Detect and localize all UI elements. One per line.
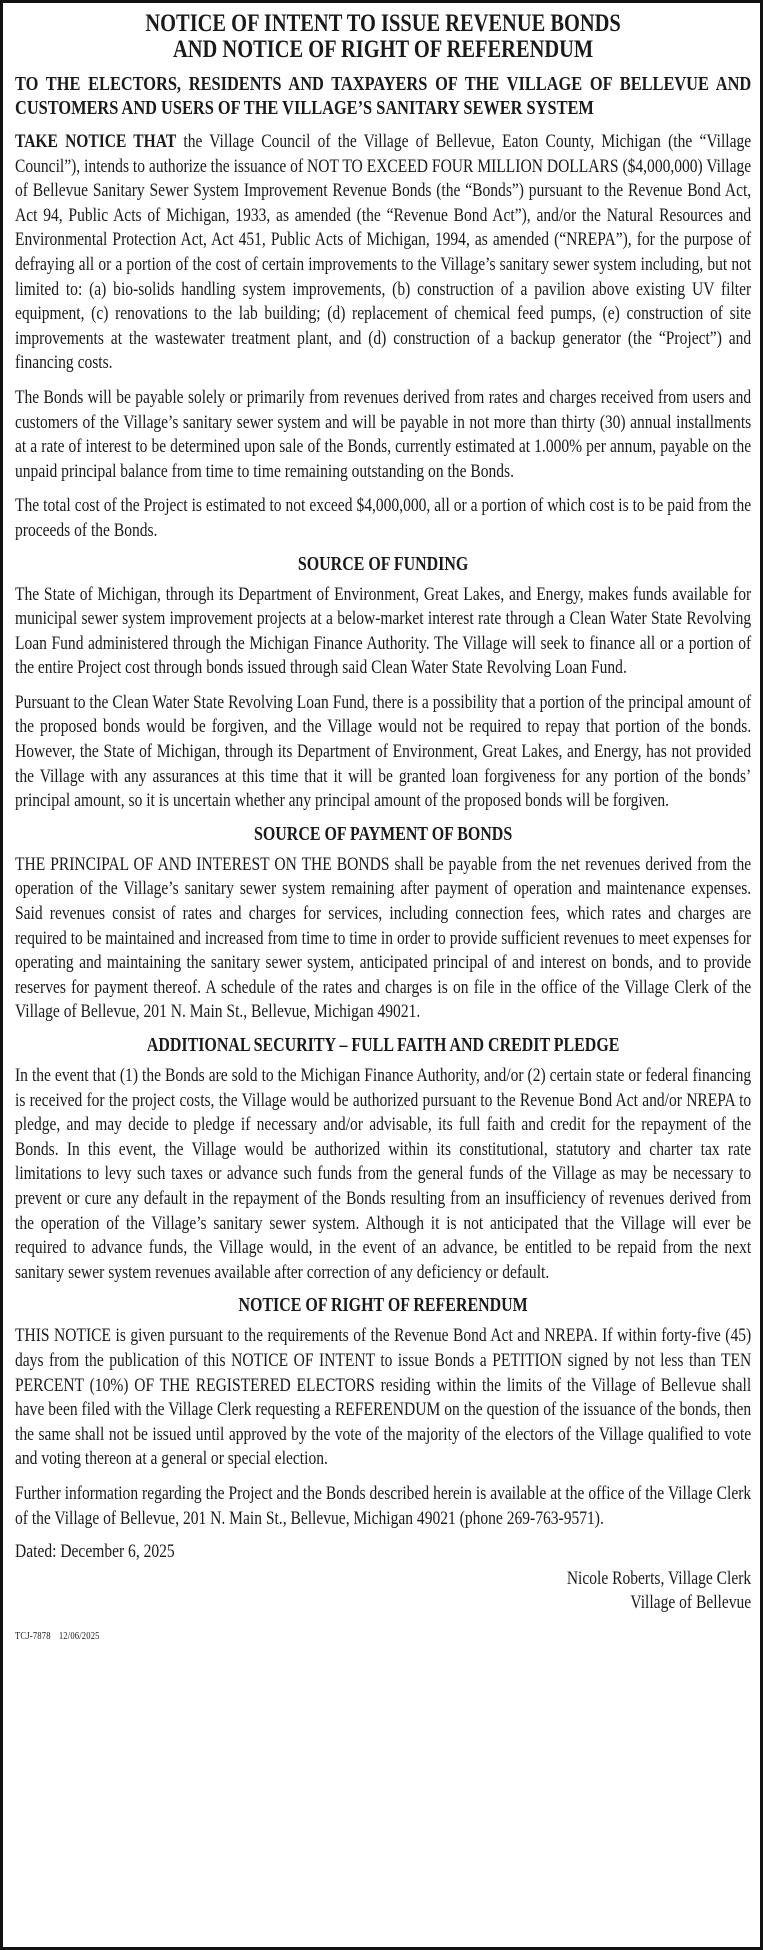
intro-paragraph bbox=[15, 130, 751, 376]
section-heading-referendum: NOTICE OF RIGHT OF REFERENDUM bbox=[238, 1295, 528, 1317]
referendum-paragraph: THIS NOTICE is given pursuant to the requirements of the Revenue Bond Act and NREPA. If within forty-five (45) days from the publication of this NOTICE OF INTENT to issue Bonds a PETITION signed by not less than TEN PERCENT (10%) OF THE REGISTERED ELECTORS residing within the limits of the Village of Bellevue shall have been filed with the Village Clerk requesting a REFERENDUM on the question of the issuance of the bonds, then the same shall not be issued until approved by the vote of the majority of the electors of the Village qualified to vote and voting thereon at a general or special election. bbox=[15, 1325, 752, 1470]
notice-content bbox=[15, 9, 751, 1644]
notice-addressee: TO THE ELECTORS, RESIDENTS AND TAXPAYERS OF THE VILLAGE OF BELLEVUE AND CUSTOMERS AND USERS OF THE VILLAGE’S SANITARY SEWER SYSTEM bbox=[15, 73, 752, 119]
publication-footer bbox=[15, 1630, 751, 1644]
dated-line: Dated: December 6, 2025 bbox=[15, 1541, 175, 1563]
publication-code: TCJ-7878 bbox=[15, 1630, 51, 1642]
signature-name: Nicole Roberts, Village Clerk bbox=[566, 1567, 752, 1589]
signature-block bbox=[15, 1567, 751, 1616]
security-paragraph: In the event that (1) the Bonds are sold to the Michigan Finance Authority, and/or (2) certain state or federal financing is received for the project costs, the Village would be authorized pursuant to the Revenue Bond Act and/or NREPA to pledge, and may decide to pledge if necessary and/or advisable, its full faith and credit for the repayment of the Bonds. In this event, the Village would be authorized within its constitutional, statutory and charter tax rate limitations to levy such taxes or advance such funds from the general funds of the Village as may be necessary to prevent or cure any default in the repayment of the Bonds resulting from an insufficiency of revenues derived from the operation of the Village’s sanitary sewer system. Although it is not anticipated that the Village will ever be required to advance funds, the Village would, in the event of an advance, be entitled to be repaid from the next sanitary sewer system revenues available after correction of any deficiency or default. bbox=[15, 1065, 752, 1283]
payable-paragraph: The Bonds will be payable solely or primarily from revenues derived from rates and charges received from users and customers of the Village’s sanitary sewer system and will be payable in not more than thirty (30) annual installments at a rate of interest to be determined upon sale of the Bonds, currently estimated at 1.000% per annum, payable on the unpaid principal balance from time to time remaining outstanding on the Bonds. bbox=[15, 386, 752, 482]
title-line-2: AND NOTICE OF RIGHT OF REFERENDUM bbox=[173, 36, 594, 63]
section-heading-payment: SOURCE OF PAYMENT OF BONDS bbox=[253, 823, 513, 845]
signature-organization: Village of Bellevue bbox=[630, 1592, 752, 1614]
section-heading-security: ADDITIONAL SECURITY – FULL FAITH AND CREDIT PLEDGE bbox=[146, 1035, 620, 1056]
further-info-paragraph: Further information regarding the Project and the Bonds described herein is available at the office of the Village Clerk of the Village of Bellevue, 201 N. Main St., Bellevue, Michigan 49021 (phone 269-763-9571). bbox=[15, 1482, 752, 1529]
funding-paragraph-2: Pursuant to the Clean Water State Revolving Loan Fund, there is a possibility that a portion of the principal amount of the proposed bonds would be forgiven, and the Village would not be required to repay that portion of the bonds. However, the State of Michigan, through its Department of Environment, Great Lakes, and Energy, has not provided the Village with any assurances at this time that it will be granted loan forgiveness for any portion of the bonds’ principal amount, so it is uncertain whether any principal amount of the proposed bonds will be forgiven. bbox=[15, 691, 752, 812]
notice-title bbox=[15, 11, 751, 63]
title-line-1: NOTICE OF INTENT TO ISSUE REVENUE BONDS bbox=[145, 10, 621, 37]
intro-text: the Village Council of the Village of Bellevue, Eaton County, Michigan (the “Village Council”), intends to authorize the issuance of NOT TO EXCEED FOUR MILLION DOLLARS ($4,000,000) Village of Bellevue Sanitary Sewer System Improvement Revenue Bonds (the “Bonds”) pursuant to the Revenue Bond Act, Act 94, Public Acts of Michigan, 1933, as amended (the “Revenue Bond Act”), and/or the Natural Resources and Environmental Protection Act, Act 451, Public Acts of Michigan, 1994, as amended (“NREPA”), for the purpose of defraying all or a portion of the cost of certain improvements to the Village’s sanitary sewer system including, but not limited to: (a) bio-solids handling system improvements, (b) construction of a pavilion above existing UV filter equipment, (c) renovations to the lab building; (d) replacement of chemical feed pumps, (e) construction of site improvements at the wastewater treatment plant, and (d) construction of a backup generator (the “Project”) and financing costs. bbox=[15, 131, 752, 374]
section-heading-funding: SOURCE OF FUNDING bbox=[297, 553, 469, 575]
publication-date: 12/06/2025 bbox=[58, 1630, 100, 1642]
funding-paragraph-1: The State of Michigan, through its Department of Environment, Great Lakes, and Energy, makes funds available for municipal sewer system improvement projects at a below-market interest rate through a Clean Water State Revolving Loan Fund administered through the Michigan Finance Authority. The Village will seek to finance all or a portion of the entire Project cost through bonds issued through said Clean Water State Revolving Loan Fund. bbox=[15, 583, 752, 679]
intro-lead: TAKE NOTICE THAT bbox=[15, 131, 177, 152]
payment-paragraph: THE PRINCIPAL OF AND INTEREST ON THE BONDS shall be payable from the net revenues derived from the operation of the Village’s sanitary sewer system remaining after payment of operation and maintenance expenses. Said revenues consist of rates and charges for services, including connection fees, which rates and charges are required to be maintained and increased from time to time in order to provide sufficient revenues to meet expenses for operating and maintaining the sanitary sewer system, anticipated principal of and interest on bonds, and to provide reserves for payment thereof. A schedule of the rates and charges is on file in the office of the Village Clerk of the Village of Bellevue, 201 N. Main St., Bellevue, Michigan 49021. bbox=[15, 853, 752, 1023]
cost-paragraph: The total cost of the Project is estimated to not exceed $4,000,000, all or a portion of which cost is to be paid from the proceeds of the Bonds. bbox=[15, 495, 752, 541]
